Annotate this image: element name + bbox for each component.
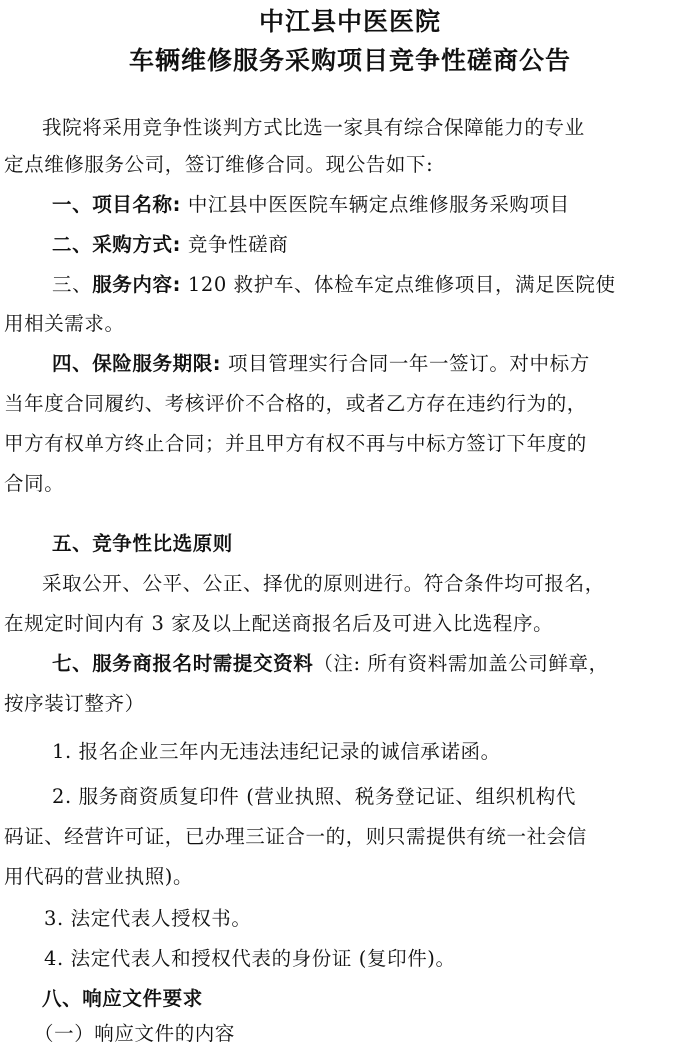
section-service-content-label: 服务内容: xyxy=(92,273,182,296)
section-required-documents-note: （注: 所有资料需加盖公司鲜章， xyxy=(313,652,609,675)
section-selection-principles-line-2: 在规定时间内有 3 家及以上配送商报名后及可进入比选程序。 xyxy=(4,612,554,635)
required-document-item-2-line-2: 码证、经营许可证，已办理三证合一的，则只需提供有统一社会信 xyxy=(4,825,587,848)
section-service-content xyxy=(52,271,616,299)
document-title-announcement: 车辆维修服务采购项目竞争性磋商公告 xyxy=(128,46,571,75)
section-service-content-text: 120 救护车、体检车定点维修项目，满足医院使 xyxy=(187,273,616,296)
section-service-period-label: 四、保险服务期限: xyxy=(52,352,222,375)
section-procurement-method xyxy=(52,231,288,259)
section-service-content-line-2: 用相关需求。 xyxy=(4,312,125,335)
section-service-period xyxy=(52,350,590,378)
section-response-file-heading: 八、响应文件要求 xyxy=(42,987,203,1010)
required-document-item-3: 3. 法定代表人授权书。 xyxy=(44,907,252,930)
section-service-period-line-2: 当年度合同履约、考核评价不合格的，或者乙方存在违约行为的， xyxy=(4,392,587,415)
section-required-documents-note-line-2: 按序装订整齐） xyxy=(4,692,145,715)
required-document-item-2-line-3: 用代码的营业执照)。 xyxy=(4,865,194,888)
intro-line-1: 我院将采用竞争性谈判方式比选一家具有综合保障能力的专业 xyxy=(42,116,585,139)
required-document-item-1: 1. 报名企业三年内无违法违纪记录的诚信承诺函。 xyxy=(52,740,501,763)
section-procurement-method-text: 竞争性磋商 xyxy=(187,233,289,256)
section-service-period-line-4: 合同。 xyxy=(4,472,65,495)
section-required-documents xyxy=(52,650,609,678)
section-service-period-text: 项目管理实行合同一年一签订。对中标方 xyxy=(228,352,590,375)
section-project-name xyxy=(52,191,570,219)
required-document-item-4: 4. 法定代表人和授权代表的身份证 (复印件)。 xyxy=(44,947,456,970)
section-response-file-subheading: （一）响应文件的内容 xyxy=(34,1022,236,1045)
required-document-item-2: 2. 服务商资质复印件 (营业执照、税务登记证、组织机构代 xyxy=(52,785,577,808)
section-procurement-method-label: 二、采购方式: xyxy=(52,233,181,256)
intro-line-2: 定点维修服务公司，签订维修合同。现公告如下: xyxy=(4,153,434,176)
section-project-name-text: 中江县中医医院车辆定点维修服务采购项目 xyxy=(187,193,570,216)
section-service-period-line-3: 甲方有权单方终止合同；并且甲方有权不再与中标方签订下年度的 xyxy=(4,432,587,455)
section-project-name-label: 一、项目名称: xyxy=(52,193,181,216)
section-required-documents-label: 七、服务商报名时需提交资料 xyxy=(52,652,314,675)
section-service-content-prefix: 三、 xyxy=(52,273,93,296)
document-title-hospital: 中江县中医医院 xyxy=(258,7,441,36)
section-selection-principles-line-1: 采取公开、公平、公正、择优的原则进行。符合条件均可报名， xyxy=(42,572,605,595)
section-selection-principles-heading: 五、竞争性比选原则 xyxy=(52,532,233,555)
